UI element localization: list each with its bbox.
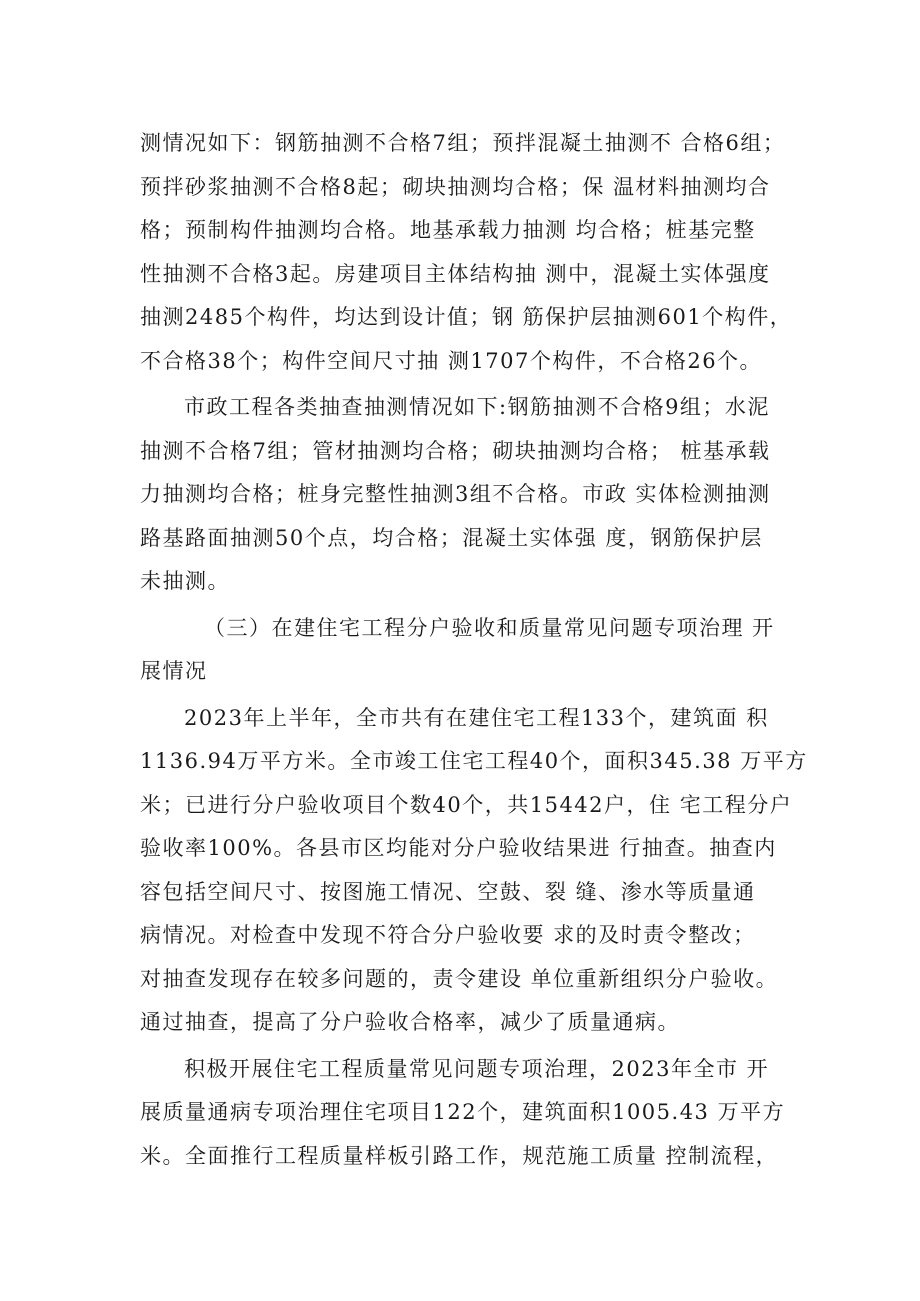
- paragraph-housing-tests: [140, 122, 800, 383]
- text-line: 1136.94万平方米。全市竣工住宅工程40个，面积345.38 万平方: [140, 749, 808, 773]
- text-line: 路基路面抽测50个点，均合格；混凝土实体强 度，钢筋保护层: [140, 525, 763, 550]
- text-line: 积极开展住宅工程质量常见问题专项治理，2023年全市 开: [184, 1056, 770, 1081]
- text-line: 测情况如下：钢筋抽测不合格7组；预拌混凝土抽测不 合格6组；: [140, 131, 786, 155]
- text-line: 力抽测均合格；桩身完整性抽测3组不合格。市政 实体检测抽测: [140, 482, 771, 506]
- paragraph-governance: [140, 1048, 800, 1179]
- text-line: 预拌砂浆抽测不合格8起；砌块抽测均合格；保 温材料抽测均合: [140, 174, 771, 199]
- text-line: 抽测2485个构件，均达到设计值；钢 筋保护层抽测601个构件，: [140, 305, 793, 329]
- text-line: 米。全面推行工程质量样板引路工作，规范施工质量 控制流程，: [140, 1143, 779, 1168]
- section-heading-line: 展情况: [140, 659, 208, 683]
- text-line: 性抽测不合格3起。房建项目主体结构抽 测中，混凝土实体强度: [140, 261, 771, 286]
- text-line: 米；已进行分户验收项目个数40个，共15442户，住 宅工程分户: [140, 792, 793, 817]
- paragraph-municipal-tests: [140, 386, 800, 604]
- text-line: 对抽查发现存在较多问题的，责令建设 单位重新组织分户验收。: [140, 966, 779, 991]
- text-line: 病情况。对检查中发现不符合分户验收要 求的及时责令整改；: [140, 923, 756, 947]
- paragraph-acceptance: [140, 697, 808, 1045]
- text-line: 不合格38个；构件空间尺寸抽 测1707个构件，不合格26个。: [140, 348, 763, 373]
- text-line: 通过抽查，提高了分户验收合格率，减少了质量通病。: [140, 1010, 680, 1034]
- text-line: 抽测不合格7组；管材抽测均合格；砌块抽测均合格； 桩基承载: [140, 438, 771, 463]
- text-line: 容包括空间尺寸、按图施工情况、空鼓、裂 缝、渗水等质量通: [140, 879, 756, 904]
- text-line: 展质量通病专项治理住宅项目122个，建筑面积1005.43 万平方: [140, 1100, 786, 1124]
- text-line: 验收率100%。各县市区均能对分户验收结果进 行抽查。抽查内: [140, 836, 777, 860]
- text-line: 市政工程各类抽查抽测情况如下:钢筋抽测不合格9组；水泥: [184, 395, 770, 419]
- section-heading-line: （三）在建住宅工程分户验收和质量常见问题专项治理 开: [204, 615, 775, 640]
- text-line: 格；预制构件抽测均合格。地基承载力抽测 均合格；桩基完整: [140, 218, 756, 242]
- text-line: 2023年上半年，全市共有在建住宅工程133个，建筑面 积: [184, 705, 769, 730]
- text-line: 未抽测。: [140, 569, 230, 593]
- section-heading: [140, 607, 800, 694]
